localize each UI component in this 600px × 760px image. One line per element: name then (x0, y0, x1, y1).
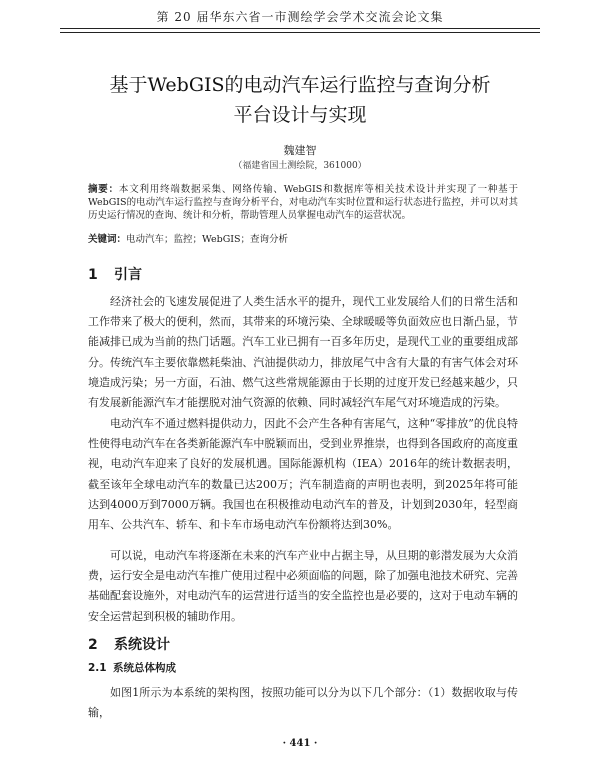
section-heading-intro (88, 264, 142, 284)
header-rule (60, 28, 540, 29)
paragraph-1: 经济社会的飞速发展促进了人类生活水平的提升，现代工业发展给人们的日常生活和工作带来了极大的便利，然而，其带来的环境污染、全球暖暖等负面效应也日渐凸显，节能减排已成为当前的热门话题。汽车工业已拥有一百多年历史，是现代工业的重要组成部分。传统汽车主要依靠燃耗柴油、汽油提供动力，排放尾气中含有大量的有害气体会对环境造成污染；另一方面，石油、燃气这些常规能源由于长期的过度开发已经越来越少，只有发展新能源汽车才能摆脱对油气资源的依赖、同时减轻汽车尾气对环境造成的污染。 (88, 295, 518, 410)
abstract-text: 本文利用终端数据采集、网络传输、WebGIS和数据库等相关技术设计并实现了一种基于WebGIS的电动汽车运行监控与查询分析平台，对电动汽车实时位置和运行状态进行监控，并可以对其历史运行情况的查询、统计和分析，帮助管理人员掌握电动汽车的运营状况。 (88, 184, 518, 221)
page-number: · 441 · (282, 738, 318, 749)
running-header: 第 20 届华东六省一市测绘学会学术交流会论文集 (156, 10, 444, 24)
keywords (88, 233, 518, 246)
title-line-1: 基于WebGIS的电动汽车运行监控与查询分析 (109, 74, 491, 96)
section-number: 1 (88, 267, 98, 283)
subsection-heading (88, 660, 176, 675)
section-title: 引言 (114, 267, 142, 283)
paragraph-2: 电动汽车不通过燃料提供动力，因此不会产生各种有害尾气，这种“零排放”的优良特性使得电动汽车在各类新能源汽车中脱颖而出，受到业界推崇，也得到各国政府的高度重视，电动汽车迎来了良好的发展机遇。国际能源机构（IEA）2016年的统计数据表明，截至该年全球电动汽车的数量已达200万；汽车制造商的声明也表明，到2025年将可能达到4000万到7000万辆。我国也在积极推动电动汽车的普及，计划到2030年，轻型商用车、公共汽车、轿车、和卡车市场电动汽车份额将达到30%。 (88, 417, 518, 532)
header-rule-thin (60, 32, 540, 33)
subsection-title: 系统总体构成 (113, 662, 176, 674)
paper-title (60, 70, 540, 130)
section-heading-system-design (88, 634, 170, 654)
abstract-label: 摘要： (88, 184, 119, 195)
abstract (88, 183, 518, 222)
author-affiliation: （福建省国土测绘院，361000） (233, 161, 367, 171)
paragraph-4: 如图1所示为本系统的架构图，按照功能可以分为以下几个部分：（1）数据收取与传输， (88, 686, 518, 720)
section-title: 系统设计 (114, 637, 170, 653)
section-number: 2 (88, 637, 98, 653)
author-name: 魏建智 (283, 144, 317, 157)
paragraph-3: 可以说，电动汽车将逐渐在未来的汽车产业中占据主导，从旦期的彰潜发展为大众消费，运行安全是电动汽车推广使用过程中必须面临的问题，除了加强电池技术研究、完善基础配套设施外，对电动汽车的运营进行适当的安全监控也是必要的，这对于电动车辆的安全运营起到积极的辅助作用。 (88, 549, 518, 623)
keywords-text: 电动汽车；监控；WebGIS；查询分析 (126, 234, 289, 245)
subsection-number: 2.1 (88, 662, 107, 674)
title-line-2: 平台设计与实现 (233, 104, 367, 126)
keywords-label: 关键词： (88, 234, 127, 245)
